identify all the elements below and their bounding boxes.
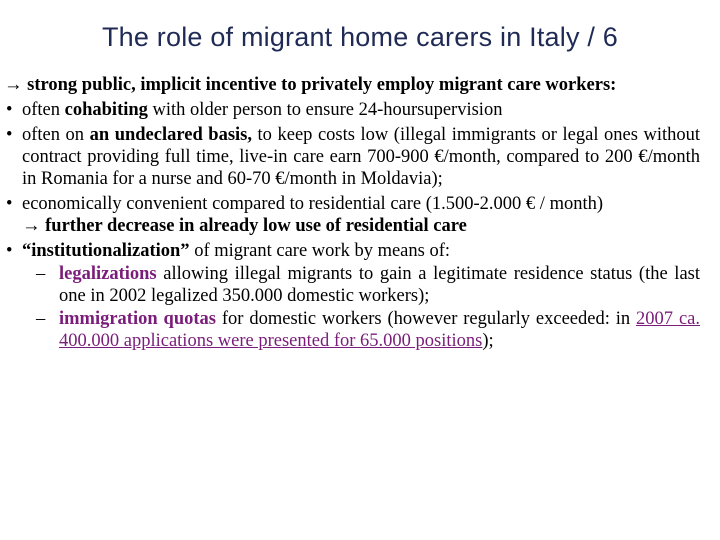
bullet-icon: •	[6, 125, 13, 145]
dash-icon: –	[36, 309, 46, 329]
bullet-icon: •	[6, 100, 13, 120]
sub-item-legalizations: – legalizations allowing illegal migrants to gain a legitimate residence status (the last one in 2002 legalized 350.000 domestic workers);	[36, 264, 700, 306]
term-legalizations: legalizations	[59, 264, 157, 284]
bullet-institutionalization: • “institutionalization” of migrant care work by means of:	[6, 241, 451, 261]
sub-item-quotas: – immigration quotas for domestic workers (however regularly exceeded: in 2007 ca. 400.000 applications were presented for 65.000 positions);	[36, 309, 700, 351]
emphasis-residential-care: → further decrease in already low use of residential care	[22, 216, 467, 236]
bullet-undeclared: • often on an undeclared basis, to keep costs low (illegal immigrants or legal ones without contract providing full time, live-in care earn 700-900 €/month, compared to 200 €/month in Romania for a nurse and 60-70 €/month in Moldavia);	[6, 125, 700, 189]
term-immigration-quotas: immigration quotas	[59, 309, 216, 329]
slide-title: The role of migrant home carers in Italy / 6	[101, 22, 618, 52]
applications-link[interactable]: 2007 ca. 400.000 applications were presented for 65.000 positions	[59, 309, 700, 351]
bullet-icon: •	[6, 194, 13, 214]
dash-icon: –	[36, 264, 46, 284]
bullet-icon: •	[6, 241, 13, 261]
slide-body	[4, 74, 700, 352]
intro-line: → strong public, implicit incentive to privately employ migrant care workers:	[4, 75, 617, 95]
bullet-economic: • economically convenient compared to residential care (1.500-2.000 € / month) → further decrease in already low use of residential care	[6, 194, 604, 236]
emphasis-institutionalization: “institutionalization”	[22, 241, 190, 261]
bullet-cohabiting: • often cohabiting with older person to ensure 24-hoursupervision	[6, 100, 503, 120]
emphasis-cohabiting: cohabiting	[64, 100, 148, 120]
emphasis-undeclared: an undeclared basis,	[89, 125, 252, 145]
